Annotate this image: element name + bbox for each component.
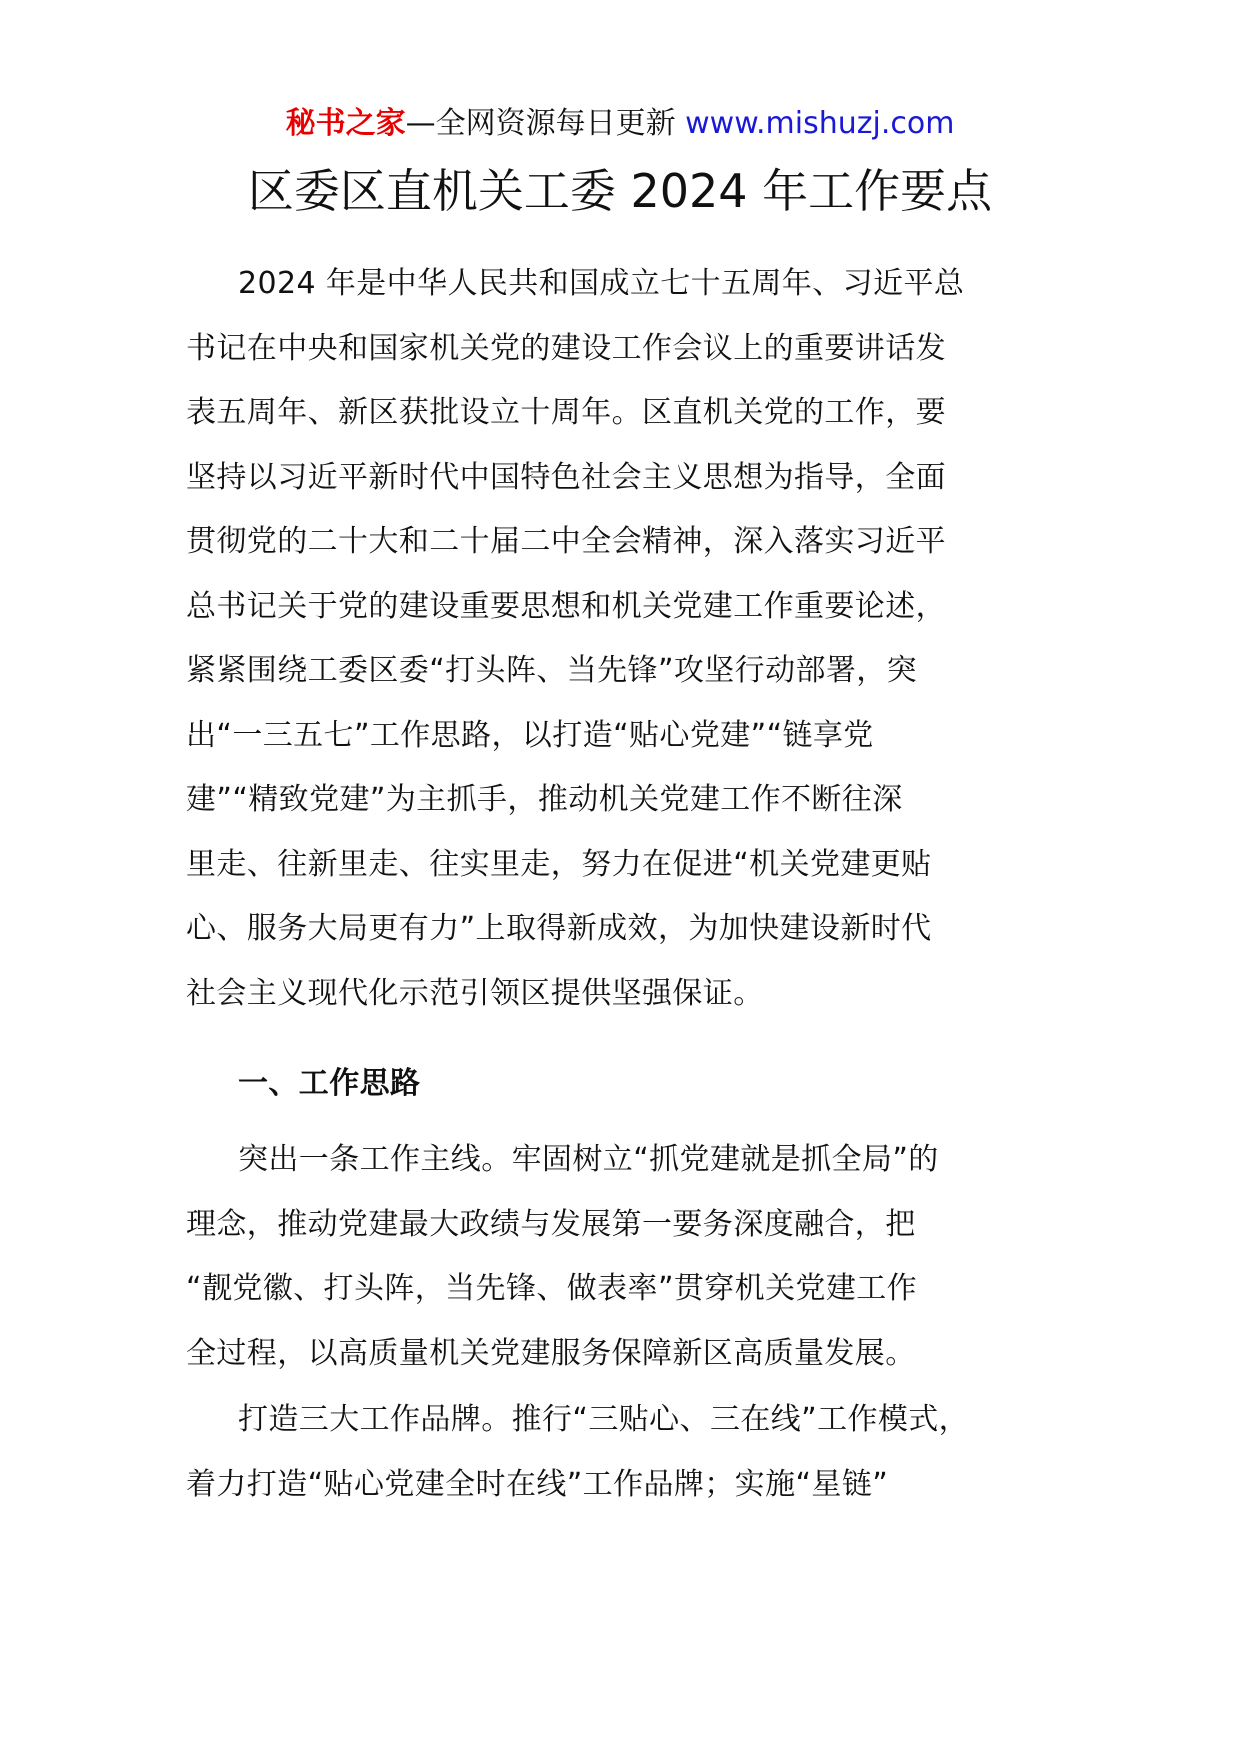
document-title: 区委区直机关工委 2024 年工作要点 <box>247 164 993 218</box>
brand-name: 秘书之家 <box>285 106 406 141</box>
site-url-link[interactable]: www.mishuzj.com <box>685 106 955 141</box>
section-heading <box>186 1052 1056 1117</box>
paragraph-line: 2024 年是中华人民共和国成立七十五周年、习近平总 <box>238 266 965 301</box>
paragraph-line: 紧紧围绕工委区委“打头阵、当先锋”攻坚行动部署，突 <box>186 653 918 688</box>
paragraph-line: 书记在中央和国家机关党的建设工作会议上的重要讲话发 <box>186 330 946 366</box>
work-mainline-paragraph <box>186 1128 1056 1386</box>
paragraph-line: 突出一条工作主线。牢固树立“抓党建就是抓全局”的 <box>238 1142 939 1177</box>
paragraph-line: 打造三大工作品牌。推行“三贴心、三在线”工作模式， <box>238 1402 970 1437</box>
paragraph-line: 社会主义现代化示范引领区提供坚强保证。 <box>186 975 764 1011</box>
brand-building-paragraph <box>186 1388 1056 1517</box>
paragraph-line: 坚持以习近平新时代中国特色社会主义思想为指导，全面 <box>186 459 946 495</box>
paragraph-line: 着力打造“贴心党建全时在线”工作品牌；实施“星链” <box>186 1466 889 1502</box>
intro-paragraph <box>186 252 1056 1026</box>
paragraph-line: 出“一三五七”工作思路，以打造“贴心党建”“链享党 <box>186 717 874 753</box>
paragraph-line: 建”“精致党建”为主抓手，推动机关党建工作不断往深 <box>186 782 903 817</box>
paragraph-line: 总书记关于党的建设重要思想和机关党建工作重要论述， <box>186 588 946 624</box>
paragraph-line: 理念，推动党建最大政绩与发展第一要务深度融合，把 <box>186 1206 916 1242</box>
paragraph-line: 表五周年、新区获批设立十周年。区直机关党的工作，要 <box>186 395 946 430</box>
watermark-header <box>0 104 1240 144</box>
header-tagline: —全网资源每日更新 <box>405 106 686 141</box>
paragraph-line: 贯彻党的二十大和二十届二中全会精神，深入落实习近平 <box>186 524 946 559</box>
section-heading-text: 一、工作思路 <box>238 1066 421 1101</box>
paragraph-line: “靓党徽、打头阵，当先锋、做表率”贯穿机关党建工作 <box>186 1271 918 1306</box>
paragraph-line: 里走、往新里走、往实里走，努力在促进“机关党建更贴 <box>186 846 932 882</box>
paragraph-line: 全过程，以高质量机关党建服务保障新区高质量发展。 <box>186 1335 916 1371</box>
paragraph-line: 心、服务大局更有力”上取得新成效，为加快建设新时代 <box>186 911 932 946</box>
